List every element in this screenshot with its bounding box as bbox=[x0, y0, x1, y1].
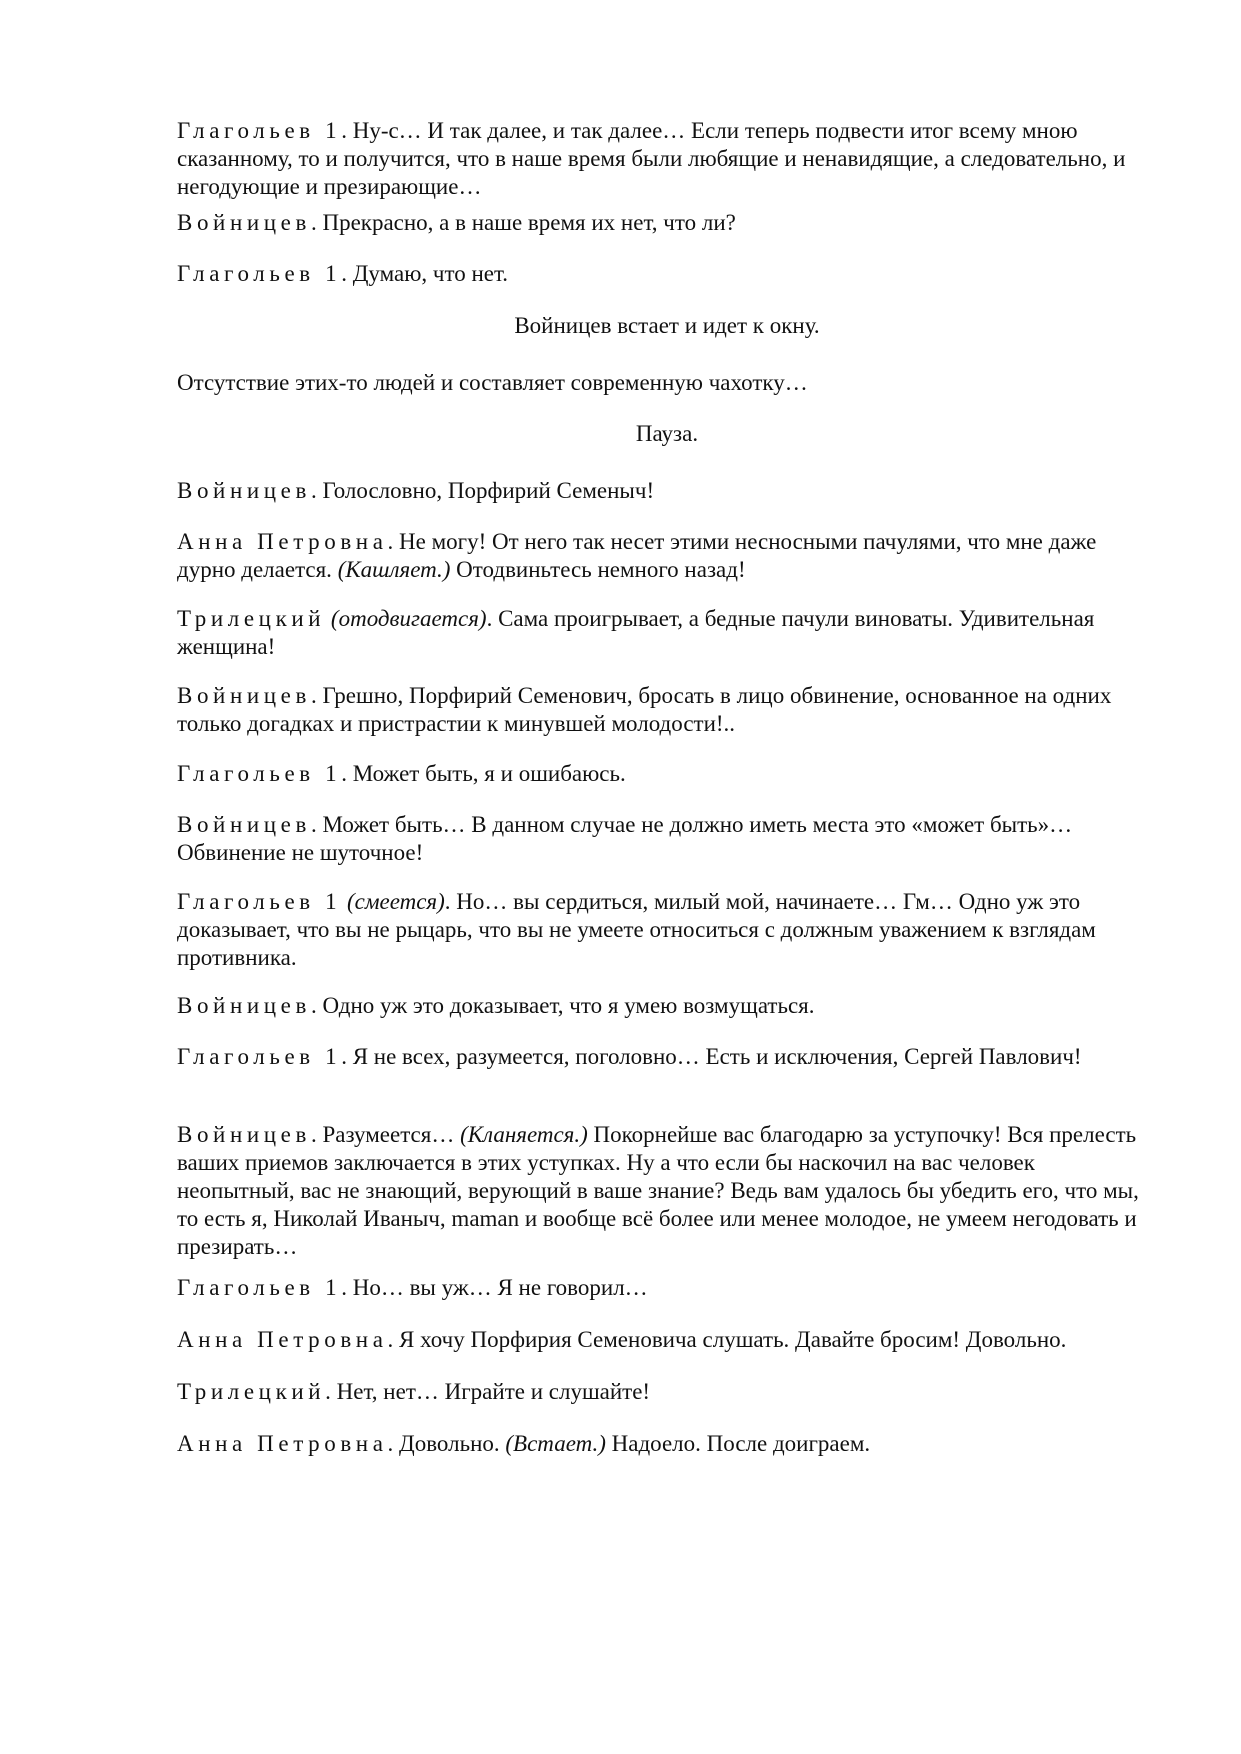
line-text: Покорнейше вас благодарю за уступочку! Вся прелесть ваших приемов заключается в этих уступках. Ну а что если бы наскочил на вас человек неопытный, вас не знающий, верующий в ваше знание? Ведь вам удалось бы убедить его, что мы, то есть я, Николай Иваныч, maman и вообще всё более или менее молодое, не умеем негодовать и презирать… bbox=[177, 1122, 1139, 1259]
dialogue-line bbox=[177, 682, 1157, 738]
line-text: . Но… вы сердиться, милый мой, начинаете… Гм… Одно уж это доказывает, что вы не рыцарь, что вы не умеете относиться с должным уважением к взглядам противника. bbox=[177, 889, 1096, 970]
dialogue-line bbox=[177, 117, 1157, 201]
speaker-name: Войницев bbox=[177, 1122, 311, 1147]
line-text: Надоело. После доиграем. bbox=[605, 1431, 871, 1456]
speaker-name: Глагольев 1 bbox=[177, 761, 342, 786]
speaker-name: Анна Петровна bbox=[177, 1327, 388, 1352]
speaker-name: Войницев bbox=[177, 993, 311, 1018]
stage-remark: (отодвигается) bbox=[330, 606, 487, 631]
stage-text: Войницев встает и идет к окну. bbox=[514, 313, 820, 338]
stage-remark: (смеется) bbox=[346, 889, 445, 914]
line-text: Отсутствие этих-то людей и составляет современную чахотку… bbox=[177, 370, 808, 395]
line-text: . Грешно, Порфирий Семенович, бросать в лицо обвинение, основанное на одних только догадках и пристрастии к минувшей молодости!.. bbox=[177, 683, 1112, 736]
line-text: . Но… вы уж… Я не говорил… bbox=[341, 1275, 648, 1300]
speaker-name: Глагольев 1 bbox=[177, 1044, 342, 1069]
line-text: . Сама проигрывает, а бедные пачули виноваты. Удивительная женщина! bbox=[177, 606, 1095, 659]
line-text: . Довольно. bbox=[387, 1431, 506, 1456]
dialogue-line bbox=[177, 1274, 1157, 1302]
dialogue-line bbox=[177, 209, 1157, 237]
dialogue-line bbox=[177, 477, 1157, 505]
speaker-name: Анна Петровна bbox=[177, 529, 388, 554]
speaker-name: Трилецкий bbox=[177, 1379, 326, 1404]
speaker-name: Войницев bbox=[177, 478, 311, 503]
dialogue-line bbox=[177, 1043, 1157, 1071]
dialogue-line bbox=[177, 992, 1157, 1020]
line-text: Отодвиньтесь немного назад! bbox=[450, 557, 746, 582]
line-text: . Может быть… В данном случае не должно иметь места это «может быть»… Обвинение не шуточное! bbox=[177, 812, 1073, 865]
speaker-name: Войницев bbox=[177, 812, 311, 837]
line-text: . Разумеется… bbox=[310, 1122, 461, 1147]
stage-text: Пауза. bbox=[635, 421, 699, 446]
speaker-name: Войницев bbox=[177, 210, 311, 235]
dialogue-line bbox=[177, 760, 1157, 788]
line-text: . Одно уж это доказывает, что я умею возмущаться. bbox=[310, 993, 815, 1018]
line-text: . Может быть, я и ошибаюсь. bbox=[341, 761, 626, 786]
dialogue-line bbox=[177, 811, 1157, 867]
speaker-name: Глагольев 1 bbox=[177, 889, 342, 914]
speaker-name: Анна Петровна bbox=[177, 1431, 388, 1456]
dialogue-line bbox=[177, 1430, 1157, 1458]
dialogue-line bbox=[177, 528, 1157, 584]
speaker-name: Глагольев 1 bbox=[177, 118, 342, 143]
dialogue-line bbox=[177, 605, 1157, 661]
speaker-name: Глагольев 1 bbox=[177, 1275, 342, 1300]
stage-direction bbox=[177, 420, 1157, 448]
dialogue-line bbox=[177, 260, 1157, 288]
line-text: . Я не всех, разумеется, поголовно… Есть и исключения, Сергей Павлович! bbox=[341, 1044, 1082, 1069]
line-text: . Нет, нет… Играйте и слушайте! bbox=[325, 1379, 651, 1404]
line-text: . Я хочу Порфирия Семеновича слушать. Давайте бросим! Довольно. bbox=[387, 1327, 1067, 1352]
line-text: . Голословно, Порфирий Семеныч! bbox=[310, 478, 655, 503]
stage-remark: (Кашляет.) bbox=[337, 557, 451, 582]
line-text: . Прекрасно, а в наше время их нет, что ли? bbox=[310, 210, 736, 235]
dialogue-line bbox=[177, 888, 1157, 972]
dialogue-line bbox=[177, 1378, 1157, 1406]
stage-remark: (Кланяется.) bbox=[460, 1122, 588, 1147]
speaker-name: Войницев bbox=[177, 683, 311, 708]
line-text: . Думаю, что нет. bbox=[341, 261, 509, 286]
speaker-name: Трилецкий bbox=[177, 606, 326, 631]
stage-remark: (Встает.) bbox=[505, 1431, 606, 1456]
speaker-name: Глагольев 1 bbox=[177, 261, 342, 286]
dialogue-line bbox=[177, 1121, 1157, 1261]
dialogue-line bbox=[177, 1326, 1187, 1354]
line-text: . Ну-с… И так далее, и так далее… Если теперь подвести итог всему мною сказанному, то и получится, что в наше время были любящие и ненавидящие, а следовательно, и негодующие и презирающие… bbox=[177, 118, 1126, 199]
dialogue-continuation bbox=[177, 369, 1157, 397]
line-text: . Не могу! От него так несет этими несносными пачулями, что мне даже дурно делается. bbox=[177, 529, 1097, 582]
stage-direction bbox=[177, 312, 1157, 340]
